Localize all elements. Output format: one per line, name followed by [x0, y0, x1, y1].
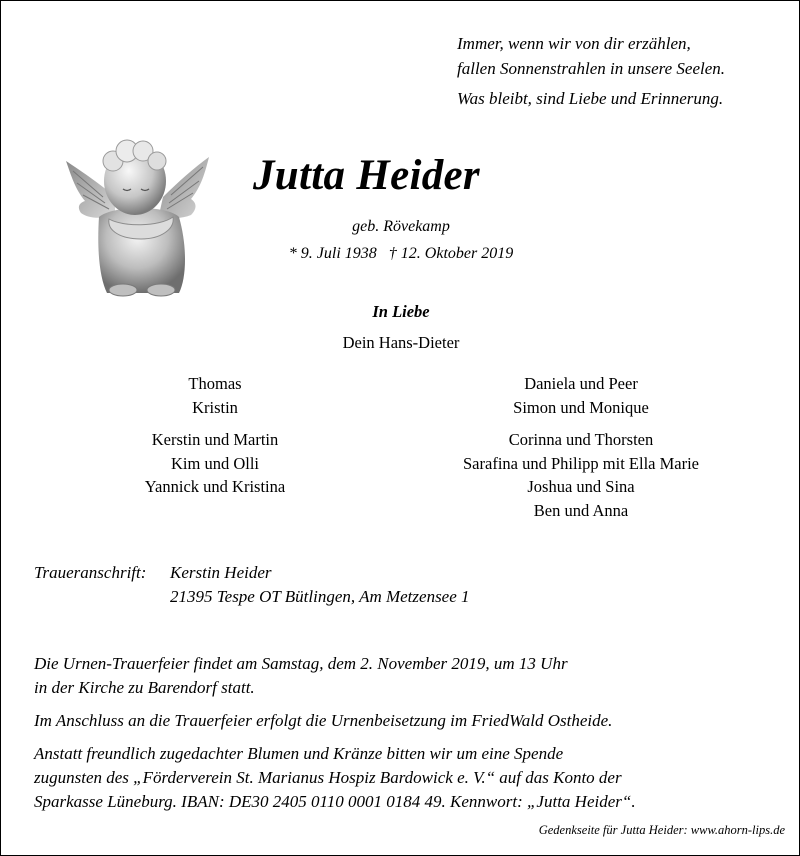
- mourner-line: Kristin: [192, 397, 238, 417]
- notice-line: zugunsten des „Förderverein St. Marianus Hospiz Bardowick e. V.“ auf das Konto der: [34, 768, 622, 787]
- deceased-name: Jutta Heider: [253, 152, 480, 199]
- death-date: † 12. Oktober 2019: [388, 245, 514, 262]
- mourner-line: Joshua und Sina: [527, 477, 635, 496]
- memorial-page-credit: Gedenkseite für Jutta Heider: www.ahorn-lips.de: [538, 823, 785, 837]
- notice-line: Anstatt freundlich zugedachter Blumen und Kränze bitten wir um eine Spende: [34, 744, 564, 763]
- mourner-line: Kim und Olli: [170, 453, 259, 473]
- quote-line: fallen Sonnenstrahlen in unsere Seelen.: [457, 59, 726, 78]
- address-name: Kerstin Heider: [170, 563, 272, 582]
- spouse-name: Dein Hans-Dieter: [342, 333, 460, 352]
- quote-line: Was bleibt, sind Liebe und Erinnerung.: [457, 89, 724, 108]
- mourner-line: Daniela und Peer: [524, 374, 638, 393]
- life-dates: [1, 245, 800, 263]
- mourner-line: Ben und Anna: [533, 500, 629, 520]
- address-street: 21395 Tespe OT Bütlingen, Am Metzensee 1: [170, 587, 470, 606]
- notice-line: Die Urnen-Trauerfeier findet am Samstag, dem 2. November 2019, um 13 Uhr: [34, 654, 568, 673]
- maiden-name: geb. Rövekamp: [352, 218, 450, 235]
- mourner-group: [115, 428, 315, 499]
- mourning-address: [34, 561, 470, 609]
- mourner-line: Simon und Monique: [513, 397, 649, 417]
- mourner-line: Sarafina und Philipp mit Ella Marie: [463, 453, 699, 473]
- mourner-group: [421, 372, 741, 419]
- burial-notice: Im Anschluss an die Trauerfeier erfolgt die Urnenbeisetzung im FriedWald Ostheide.: [34, 711, 613, 730]
- notice-line: Sparkasse Lüneburg. IBAN: DE30 2405 0110 0001 0184 49. Kennwort: „Jutta Heider“.: [34, 792, 636, 811]
- quote-line: Immer, wenn wir von dir erzählen,: [457, 34, 691, 53]
- mourner-line: Thomas: [188, 374, 242, 393]
- mourner-line: Corinna und Thorsten: [508, 430, 654, 449]
- angel-icon: [63, 127, 213, 297]
- mourners-right-column: [421, 372, 741, 522]
- notice-line: in der Kirche zu Barendorf statt.: [34, 678, 255, 697]
- mourner-group: [421, 428, 741, 522]
- donation-notice: [34, 742, 636, 814]
- mourners-left-column: [115, 372, 315, 499]
- mourner-line: Kerstin und Martin: [151, 430, 279, 449]
- mourners-heading: In Liebe: [372, 302, 430, 321]
- birth-date: * 9. Juli 1938: [288, 245, 377, 262]
- funeral-notice: [34, 652, 568, 700]
- mourner-group: [115, 372, 315, 419]
- address-label: Traueranschrift:: [34, 563, 147, 582]
- mourner-line: Yannick und Kristina: [144, 477, 286, 496]
- memorial-quote: [457, 31, 725, 111]
